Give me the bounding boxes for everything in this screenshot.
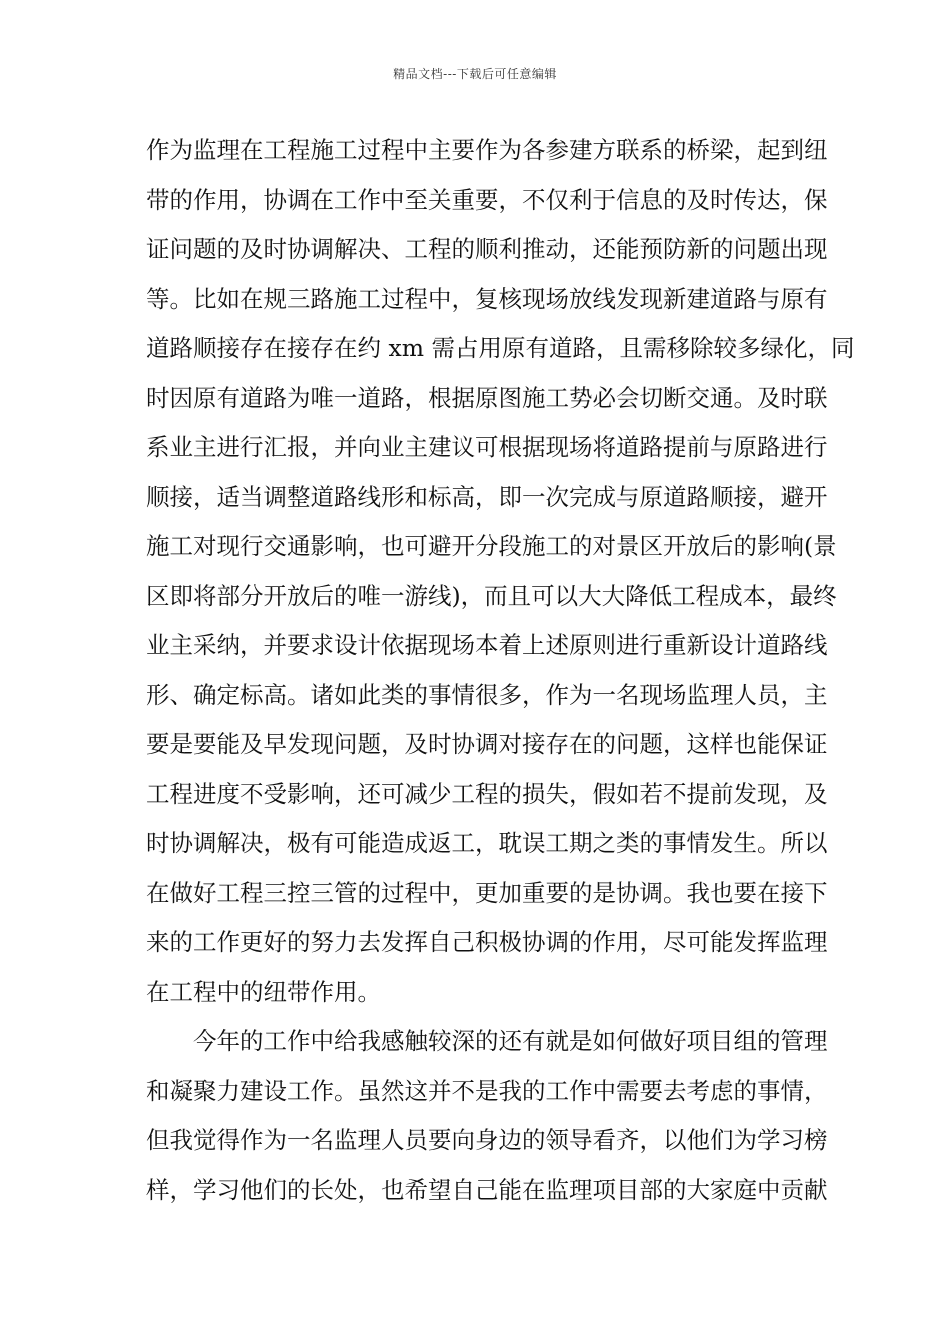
text-line: 证问题的及时协调解决、工程的顺利推动，还能预防新的问题出现 bbox=[146, 235, 828, 263]
text-line: 要是要能及早发现问题，及时协调对接存在的问题，这样也能保证 bbox=[146, 730, 828, 758]
text-line: 在做好工程三控三管的过程中，更加重要的是协调。我也要在接下 bbox=[146, 878, 828, 907]
text-line: 施工对现行交通影响，也可避开分段施工的对景区开放后的影响(景 bbox=[146, 532, 837, 560]
text-line: 作为监理在工程施工过程中主要作为各参建方联系的桥梁，起到纽 bbox=[146, 136, 828, 164]
text-line: 工程进度不受影响，还可减少工程的损失，假如若不提前发现，及 bbox=[146, 779, 828, 808]
paragraph-1 bbox=[146, 131, 855, 1022]
page-header: 精品文档---下载后可任意编辑 bbox=[393, 67, 557, 81]
text-line: 区即将部分开放后的唯一游线)，而且可以大大降低工程成本，最终 bbox=[146, 581, 837, 610]
text-line: 形、确定标高。诸如此类的事情很多，作为一名现场监理人员，主 bbox=[146, 680, 828, 709]
text-line: 在工程中的纽带作用。 bbox=[146, 977, 381, 1006]
text-line: 时协调解决，极有可能造成返工，耽误工期之类的事情发生。所以 bbox=[146, 829, 828, 857]
text-line: 顺接，适当调整道路线形和标高，即一次完成与原道路顺接，避开 bbox=[146, 482, 828, 511]
document-body bbox=[146, 131, 855, 1220]
text-line: 和凝聚力建设工作。虽然这并不是我的工作中需要去考虑的事情， bbox=[146, 1076, 828, 1105]
text-line: 样，学习他们的长处，也希望自己能在监理项目部的大家庭中贡献 bbox=[146, 1175, 828, 1204]
text-line: 系业主进行汇报，并向业主建议可根据现场将道路提前与原路进行 bbox=[146, 433, 828, 461]
text-line: 时因原有道路为唯一道路，根据原图施工势必会切断交通。及时联 bbox=[146, 383, 828, 412]
paragraph-2 bbox=[146, 1022, 828, 1220]
text-line: 道路顺接存在接存在约 xm 需占用原有道路，且需移除较多绿化，同 bbox=[146, 334, 855, 362]
text-line: 带的作用，协调在工作中至关重要，不仅利于信息的及时传达，保 bbox=[146, 185, 828, 214]
text-line: 等。比如在规三路施工过程中，复核现场放线发现新建道路与原有 bbox=[146, 284, 828, 313]
text-line: 但我觉得作为一名监理人员要向身边的领导看齐，以他们为学习榜 bbox=[146, 1126, 828, 1154]
text-line: 今年的工作中给我感触较深的还有就是如何做好项目组的管理 bbox=[193, 1027, 828, 1055]
text-line: 业主采纳，并要求设计依据现场本着上述原则进行重新设计道路线 bbox=[146, 631, 828, 659]
text-line: 来的工作更好的努力去发挥自己积极协调的作用，尽可能发挥监理 bbox=[146, 928, 828, 956]
